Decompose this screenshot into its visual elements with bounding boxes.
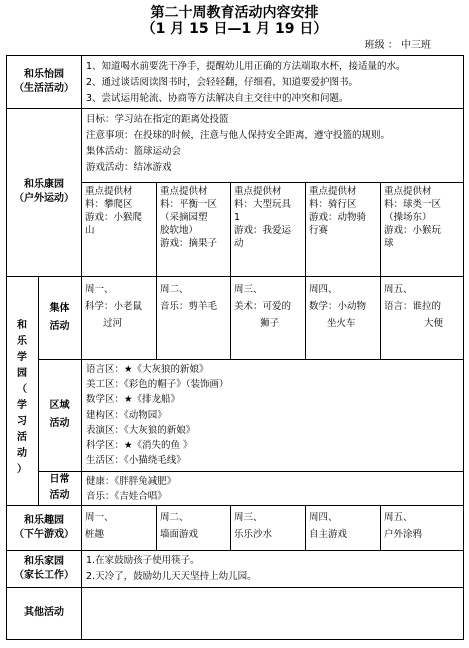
zone-text: 球	[384, 238, 394, 249]
activity-text: 狮子	[260, 318, 280, 329]
daily-label-line1: 日常	[49, 474, 70, 485]
life-label-line2: （生活活动）	[14, 83, 74, 94]
life-label	[7, 56, 81, 108]
zone-text: 游戏：小猴玩	[384, 225, 442, 236]
area-item: 数学区：★《排龙船》	[86, 394, 181, 406]
day-label: 周五、	[384, 284, 413, 295]
area-item: 美工区：《彩色的帽子》（装饰画）	[86, 379, 229, 391]
zone-text: 动	[234, 238, 244, 249]
outdoor-goal: 目标：学习站在指定的距离处投篮	[86, 114, 229, 125]
afternoon-day-2	[160, 509, 230, 549]
area-item: 科学区：★《消失的鱼 》	[86, 440, 193, 452]
study-label-char: 乐	[17, 336, 27, 347]
day-label: 周三、	[234, 284, 263, 295]
activity-text: 美术：可爱的	[234, 301, 292, 312]
life-label-line1: 和乐怡园	[24, 69, 64, 80]
zone-text: 游戏：动物骑	[309, 212, 367, 223]
zone-text: 山	[85, 225, 95, 236]
study-label-char: 动	[17, 448, 27, 459]
activity-text: 桩趣	[85, 529, 105, 540]
outdoor-label-line1: 和乐康园	[24, 179, 64, 190]
zone-text: 重点提供材	[160, 186, 208, 197]
study-label-char: 活	[17, 432, 27, 443]
daily-item: 音乐：《吉娃合唱》	[86, 491, 167, 502]
zone-text: 料：骑行区	[309, 199, 357, 210]
page-title: 第二十周教育活动内容安排	[150, 5, 319, 21]
zone-text: （操场东）	[384, 212, 432, 223]
activity-text: 科学：小老鼠	[85, 301, 143, 312]
activity-text: 户外涂鸦	[384, 529, 423, 540]
study-label-char: （	[17, 384, 27, 395]
life-item: 2、通过谈话阅读图书时，会轻轻翻，仔细看，知道要爱护图书。	[86, 77, 359, 88]
home-label-line2: （家长工作）	[14, 569, 74, 581]
activity-text: 坐火车	[327, 318, 356, 329]
group-activity-label	[38, 276, 81, 359]
study-label-char: 学	[17, 352, 27, 363]
day-label: 周三、	[234, 512, 263, 523]
zone-text: 胶软地）	[160, 225, 199, 236]
outdoor-zone-5	[384, 185, 462, 275]
group-day-2	[160, 281, 230, 357]
zone-text: 料：球类一区	[384, 199, 442, 210]
life-item: 1、知道喝水前要洗干净手，提醒幼儿用正确的方法端取水杯，接适量的水。	[86, 61, 406, 72]
home-label-line1: 和乐家园	[24, 555, 64, 567]
activity-text: 大便	[424, 318, 444, 329]
page-subtitle: （1 月 15 日—1 月 19 日）	[141, 21, 328, 37]
zone-text: 游戏：小猴爬	[85, 212, 143, 223]
afternoon-label-line2: （下午游戏）	[14, 528, 74, 540]
area-item: 表演区：《大灰狼的新娘》	[86, 424, 196, 436]
afternoon-label	[7, 505, 81, 550]
study-label-char: 学	[17, 400, 27, 411]
outdoor-label	[7, 108, 81, 276]
life-items	[86, 60, 462, 108]
area-label-line2: 活动	[49, 418, 70, 429]
activity-text: 墙面游戏	[160, 529, 199, 540]
home-item: 2.天冷了，鼓励幼儿天天坚持上幼儿园。	[86, 571, 257, 582]
outdoor-zone-1	[85, 185, 155, 275]
study-label-char: 园	[17, 368, 27, 379]
day-label: 周五、	[384, 512, 413, 523]
class-label: 班级 ： 中三班	[364, 40, 431, 51]
afternoon-day-5	[384, 509, 462, 549]
area-activity-label	[38, 359, 81, 471]
afternoon-day-3	[234, 509, 304, 549]
study-label-char: 和	[17, 320, 27, 331]
home-items	[86, 553, 462, 586]
zone-text: 料：大型玩具	[234, 199, 292, 210]
zone-text: 料：攀爬区	[85, 199, 133, 210]
day-label: 周一、	[85, 284, 114, 295]
activity-text: 过河	[103, 318, 123, 329]
activity-text: 自主游戏	[309, 529, 348, 540]
zone-text: 1	[234, 212, 241, 223]
daily-label-line2: 活动	[49, 490, 70, 501]
outdoor-zone-3	[234, 185, 304, 275]
outdoor-zone-4	[309, 185, 379, 275]
group-label-line1: 集体	[49, 302, 70, 314]
life-item: 3、尝试运用轮流、协商等方法解决自主交往中的冲突和问题。	[86, 93, 349, 104]
outdoor-info	[86, 112, 462, 182]
activity-text: 音乐：剪羊毛	[160, 301, 218, 312]
area-item: 建构区：《动物园》	[86, 409, 167, 421]
area-list	[86, 362, 462, 470]
outdoor-group: 集体活动：篮球运动会	[86, 146, 182, 157]
zone-text: 行赛	[309, 225, 329, 236]
zone-text: 重点提供材	[234, 186, 282, 197]
zone-text: 重点提供材	[85, 186, 133, 197]
zone-text: 重点提供材	[309, 186, 357, 197]
other-label-text: 其他活动	[24, 607, 64, 618]
day-label: 周四、	[309, 284, 338, 295]
outdoor-game: 游戏活动：结冰游戏	[86, 162, 172, 173]
zone-text: 游戏：摘果子	[160, 238, 218, 249]
daily-item: 健康：《胖胖兔减肥》	[86, 476, 177, 487]
day-label: 周一、	[85, 512, 114, 523]
day-label: 周二、	[160, 284, 189, 295]
activity-text: 语言：谁拉的	[384, 301, 442, 312]
activity-text: 乐乐沙水	[234, 529, 273, 540]
other-content	[86, 591, 462, 637]
afternoon-label-line1: 和乐趣园	[24, 514, 64, 526]
group-day-4	[309, 281, 379, 357]
area-label-line1: 区域	[49, 400, 70, 411]
outdoor-notice: 注意事项：在投球的时候，注意与他人保持安全距离，遵守投篮的规则。	[86, 130, 391, 141]
daily-activity-label	[38, 471, 81, 505]
study-label-char: ）	[17, 464, 27, 475]
zone-text: 游戏：我爱运	[234, 225, 292, 236]
group-day-5	[384, 281, 462, 357]
zone-text: （采摘园塑	[160, 212, 208, 223]
activity-text: 数学：小动物	[309, 301, 367, 312]
other-label	[7, 587, 81, 639]
outdoor-label-line2: （户外运动）	[14, 193, 74, 204]
day-label: 周四、	[309, 512, 338, 523]
zone-text: 重点提供材	[384, 186, 432, 197]
home-item: 1.在家鼓励孩子使用筷子。	[86, 555, 200, 566]
schedule-table	[6, 55, 464, 640]
area-item: 语言区：★《大灰狼的新娘》	[86, 364, 209, 375]
zone-text: 料：平衡一区	[160, 199, 218, 210]
group-label-line2: 活动	[49, 320, 70, 332]
home-label	[7, 550, 81, 587]
day-label: 周二、	[160, 512, 189, 523]
afternoon-day-4	[309, 509, 379, 549]
study-label	[15, 318, 29, 478]
outdoor-zone-2	[160, 185, 230, 275]
area-item: 生活区：《小猫绕毛线》	[86, 455, 186, 467]
group-day-3	[234, 281, 304, 357]
group-day-1	[85, 281, 155, 357]
daily-list	[86, 474, 462, 504]
study-label-char: 习	[17, 416, 27, 427]
afternoon-day-1	[85, 509, 155, 549]
